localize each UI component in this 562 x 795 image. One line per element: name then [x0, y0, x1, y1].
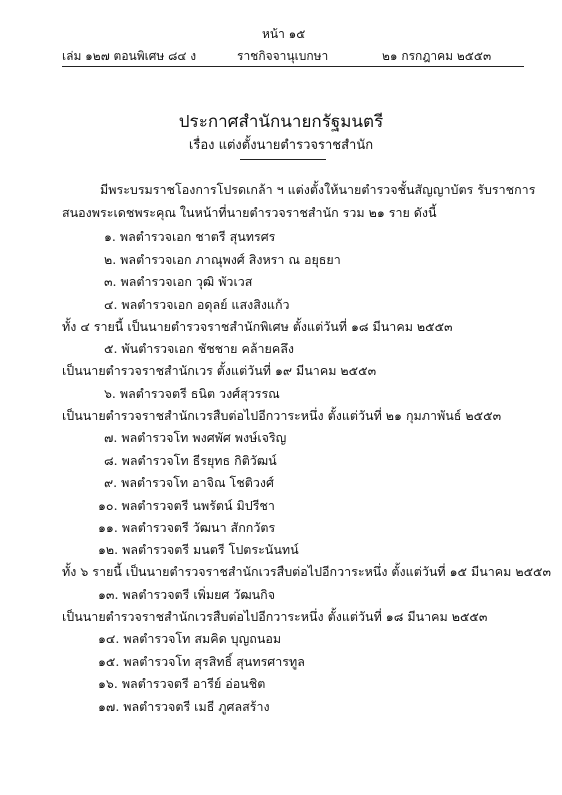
appointee-item: ๑๖. พลตำรวจตรี อารีย์ อ่อนชิต [98, 676, 266, 691]
appointee-item: ๑๕. พลตำรวจโท สุรสิทธิ์ สุนทรศารทูล [98, 654, 305, 669]
appointee-item: ๙. พลตำรวจโท อาจิณ โชติวงศ์ [104, 475, 274, 490]
header-rule [62, 66, 524, 67]
gazette-name: ราชกิจจานุเบกษา [237, 49, 329, 63]
volume-info: เล่ม ๑๒๗ ตอนพิเศษ ๘๔ ง [62, 49, 197, 63]
appointee-item: ๑. พลตำรวจเอก ชาตรี สุนทรศร [104, 229, 276, 244]
appointee-item: ๑๐. พลตำรวจตรี นพรัตน์ มิปรีชา [98, 498, 275, 513]
appointee-item: ๓. พลตำรวจเอก วุฒิ พัวเวส [104, 274, 253, 289]
appointment-summary: ทั้ง ๔ รายนี้ เป็นนายตำรวจราชสำนักพิเศษ ตั้งแต่วันที่ ๑๘ มีนาคม ๒๕๕๓ [62, 319, 453, 334]
appointee-item: ๕. พันตำรวจเอก ชัชชาย คล้ายคลึง [104, 341, 294, 356]
appointment-summary: เป็นนายตำรวจราชสำนักเวรสืบต่อไปอีกวาระหนึ่ง ตั้งแต่วันที่ ๑๘ มีนาคม ๒๕๕๓ [62, 609, 488, 624]
appointee-item: ๒. พลตำรวจเอก ภาณุพงศ์ สิงหรา ณ อยุธยา [104, 252, 341, 267]
appointment-summary: ทั้ง ๖ รายนี้ เป็นนายตำรวจราชสำนักเวรสืบต่อไปอีกวาระหนึ่ง ตั้งแต่วันที่ ๑๕ มีนาคม ๒๕๕๓ [62, 564, 552, 579]
intro-line: สนองพระเดชพระคุณ ในหน้าที่นายตำรวจราชสำนัก รวม ๒๑ ราย ดังนี้ [62, 205, 437, 220]
announcement-title: ประกาศสำนักนายกรัฐมนตรี [178, 112, 384, 132]
announcement-subject: เรื่อง แต่งตั้งนายตำรวจราชสำนัก [188, 138, 374, 153]
appointee-item: ๔. พลตำรวจเอก อดุลย์ แสงสิงแก้ว [104, 297, 290, 312]
page-number: หน้า ๑๕ [262, 27, 306, 41]
appointment-summary: เป็นนายตำรวจราชสำนักเวร ตั้งแต่วันที่ ๑๙ มีนาคม ๒๕๕๓ [62, 363, 377, 378]
appointee-item: ๘. พลตำรวจโท ธีรยุทธ กิติวัฒน์ [104, 453, 277, 468]
appointment-summary: เป็นนายตำรวจราชสำนักเวรสืบต่อไปอีกวาระหนึ่ง ตั้งแต่วันที่ ๒๑ กุมภาพันธ์ ๒๕๕๓ [62, 408, 502, 423]
appointee-item: ๑๔. พลตำรวจโท สมคิด บุญถนอม [98, 631, 282, 646]
intro-line: มีพระบรมราชโองการโปรดเกล้า ฯ แต่งตั้งให้นายตำรวจชั้นสัญญาบัตร รับราชการ [100, 182, 536, 197]
appointee-item: ๖. พลตำรวจตรี ธนิต วงศ์สุวรรณ [104, 386, 280, 401]
appointee-item: ๗. พลตำรวจโท พงศพัศ พงษ์เจริญ [104, 430, 287, 445]
publish-date: ๒๑ กรกฎาคม ๒๕๕๓ [382, 49, 492, 63]
appointee-item: ๑๑. พลตำรวจตรี วัฒนา สักกวัตร [98, 520, 276, 535]
appointee-item: ๑๗. พลตำรวจตรี เมธี ภูศลสร้าง [98, 699, 270, 714]
appointee-item: ๑๓. พลตำรวจตรี เพิ่มยศ วัฒนกิจ [98, 587, 276, 602]
title-rule [240, 159, 326, 160]
appointee-item: ๑๒. พลตำรวจตรี มนตรี โปตระนันทน์ [98, 542, 299, 557]
